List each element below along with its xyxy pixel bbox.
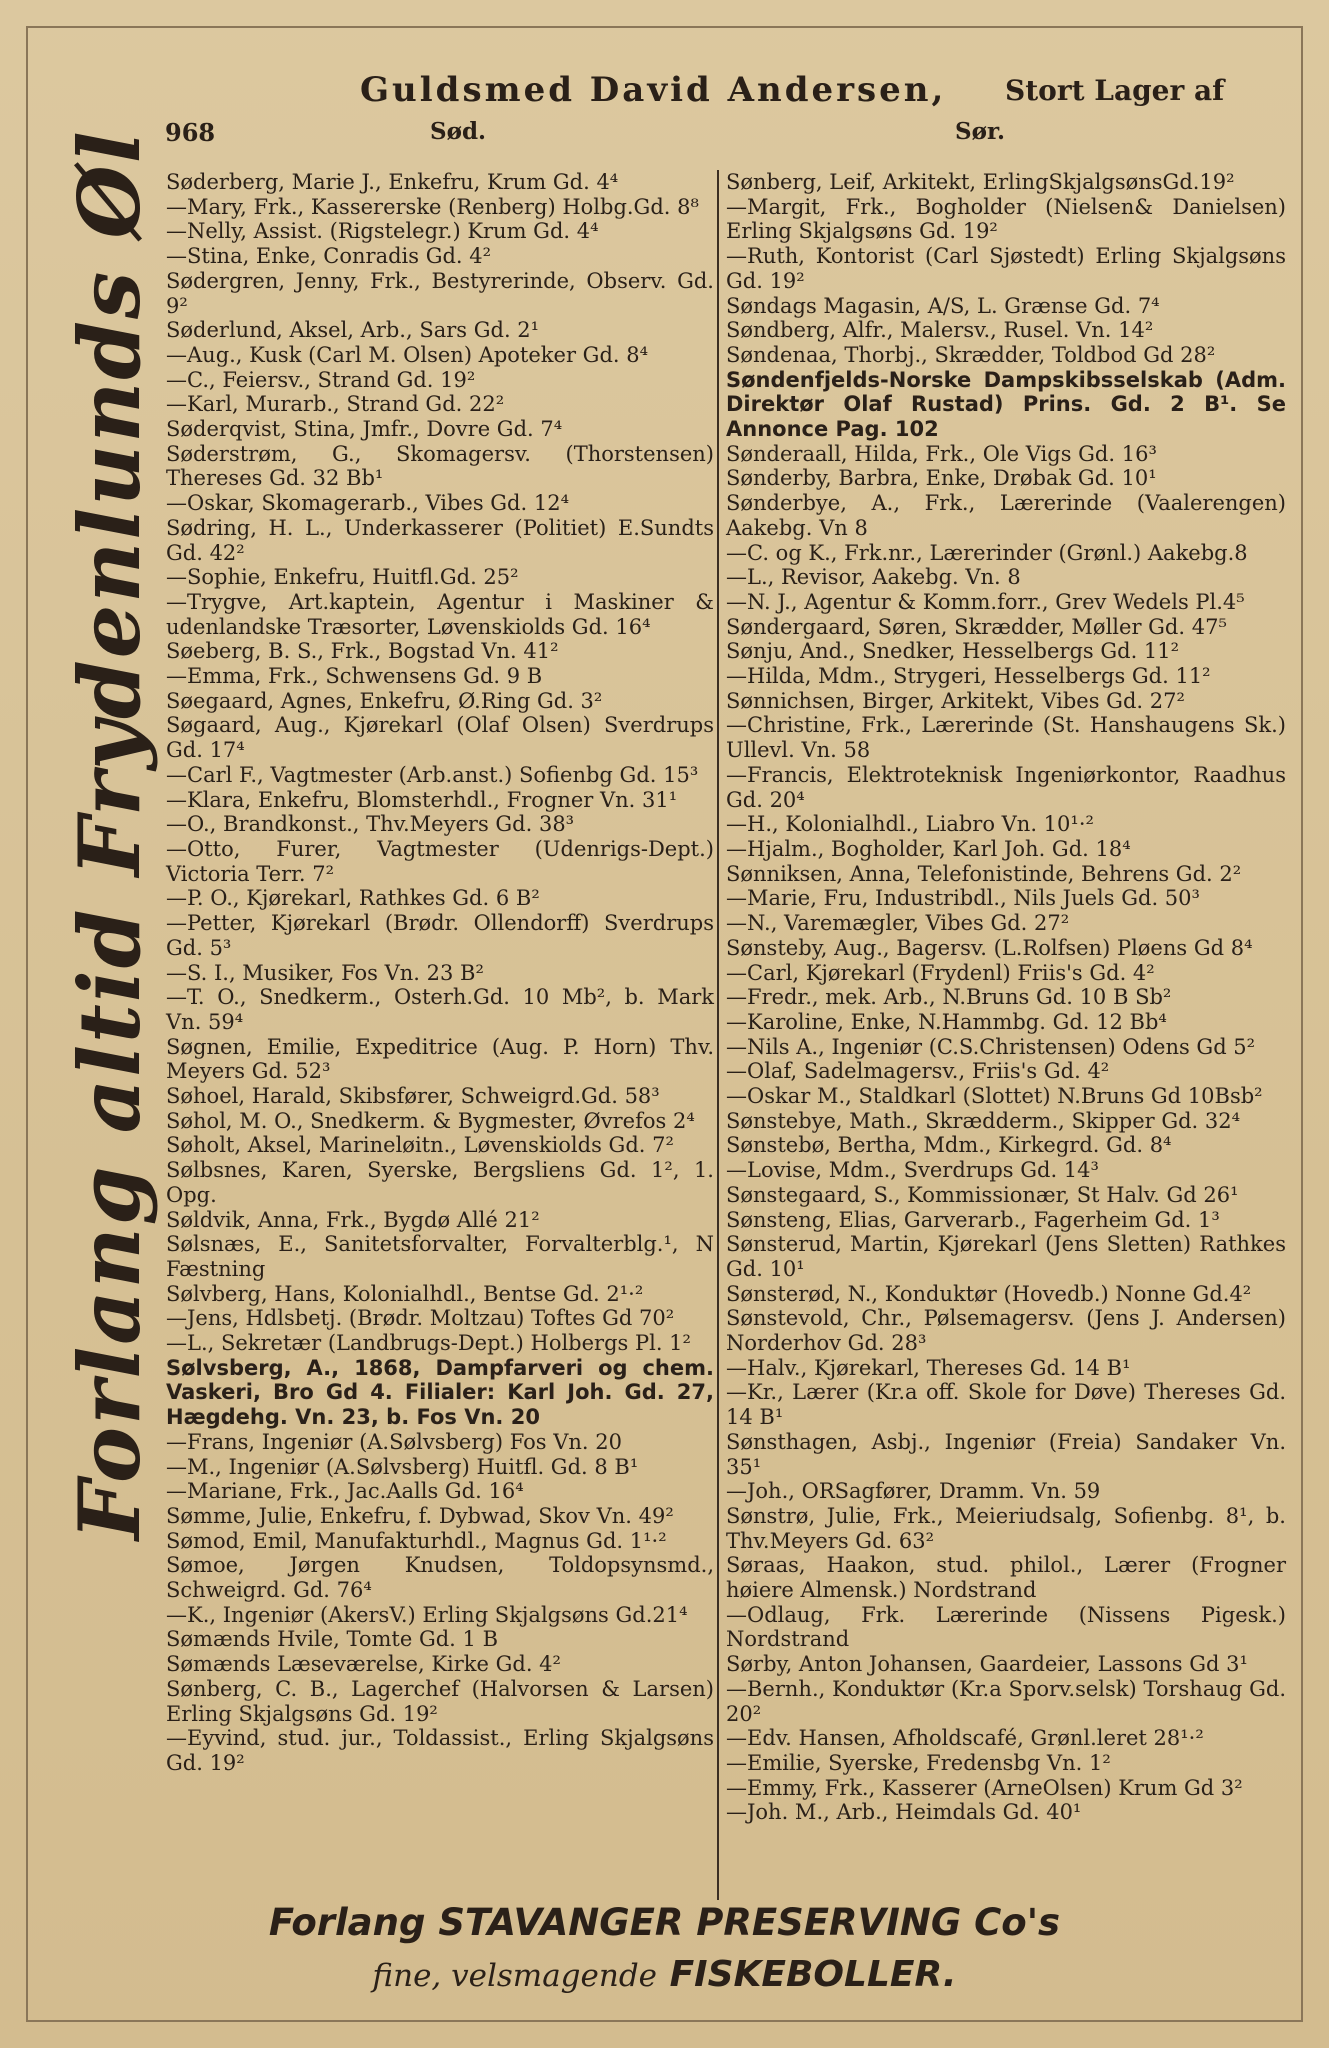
directory-entry: Søholt, Aksel, Marineløitn., Løvenskiolds Gd. 7² [166,1133,674,1158]
bottom-ad-line2-small: fine, velsmagende [372,1958,658,1994]
directory-entry: Sølsnæs, E., Sanitetsforvalter, Forvalterblg.¹, N Fæstning [166,1232,714,1281]
directory-entry: Søderstrøm, G., Skomagersv. (Thorstensen) Thereses Gd. 32 Bb¹ [166,441,714,491]
directory-entry: Søldvik, Anna, Frk., Bygdø Allé 21² [166,1207,540,1232]
directory-entry: Søndergaard, Søren, Skrædder, Møller Gd. 47⁵ [726,614,1227,639]
directory-entry: Søgnen, Emilie, Expeditrice (Aug. P. Horn) Thv. Meyers Gd. 52³ [166,1034,714,1084]
directory-entry: Sømænds Læseværelse, Kirke Gd. 4² [166,1652,561,1677]
directory-entry: Sønsterud, Martin, Kjørekarl (Jens Sletten) Rathkes Gd. 10¹ [726,1232,1286,1281]
directory-entry: Sønsteby, Aug., Bagersv. (L.Rolfsen) Pløens Gd 8⁴ [726,935,1253,960]
directory-entry: Sønsterød, N., Konduktør (Hovedb.) Nonne Gd.4² [726,1281,1252,1306]
directory-entry: —Petter, Kjørekarl (Brødr. Ollendorff) Sverdrups Gd. 5³ [166,911,714,960]
directory-entry: —Trygve, Art.kaptein, Agentur i Maskiner & udenlandske Træsorter, Løvenskiolds Gd. 16⁴ [166,589,714,639]
directory-entry: —Eyvind, stud. jur., Toldassist., Erling Skjalgsøns Gd. 19² [166,1726,714,1775]
directory-entry: —Mary, Frk., Kassererske (Renberg) Holbg.Gd. 8⁸ [166,194,699,219]
directory-entry: Søderberg, Marie J., Enkefru, Krum Gd. 4⁴ [166,170,619,194]
directory-entry: Sønberg, Leif, Arkitekt, ErlingSkjalgsønsGd.19² [726,170,1235,194]
directory-entry: —Carl, Kjørekarl (Frydenl) Friis's Gd. 4² [726,960,1155,985]
page-number: 968 [165,118,216,147]
directory-entry: —N. J., Agentur & Komm.forr., Grev Wedels Pl.4⁵ [726,589,1245,614]
directory-entry: —Oskar, Skomagerarb., Vibes Gd. 12⁴ [166,491,569,516]
directory-entry: —Nelly, Assist. (Rigstelegr.) Krum Gd. 4⁴ [166,219,599,244]
directory-entry: Søhoel, Harald, Skibsfører, Schweigrd.Gd. 58³ [166,1084,660,1109]
directory-entry: —Christine, Frk., Lærerinde (St. Hanshaugens Sk.) Ullevl. Vn. 58 [726,713,1286,763]
directory-entry: —S. I., Musiker, Fos Vn. 23 B² [166,960,484,985]
directory-entry: Søderqvist, Stina, Jmfr., Dovre Gd. 7⁴ [166,417,563,442]
directory-entry: Søndags Magasin, A/S, L. Grænse Gd. 7⁴ [726,293,1160,318]
directory-entry: Sølbsnes, Karen, Syerske, Bergsliens Gd. 1², 1. Opg. [166,1158,714,1207]
page-header [165,70,1265,180]
directory-entry: —Odlaug, Frk. Lærerinde (Nissens Pigesk.) Nordstrand [726,1602,1286,1652]
directory-entry: Sønniksen, Anna, Telefonistinde, Behrens Gd. 2² [726,861,1242,886]
directory-entry: —Francis, Elektroteknisk Ingeniørkontor, Raadhus Gd. 20⁴ [726,762,1286,812]
directory-entry: Sødring, H. L., Underkasserer (Politiet) E.Sundts Gd. 42² [166,515,714,565]
directory-entry: Søderlund, Aksel, Arb., Sars Gd. 2¹ [166,318,540,343]
directory-entry: Søgaard, Aug., Kjørekarl (Olaf Olsen) Sverdrups Gd. 17⁴ [166,713,714,763]
directory-entry: Sønstebø, Bertha, Mdm., Kirkegrd. Gd. 8⁴ [726,1133,1172,1158]
directory-entry: —Kr., Lærer (Kr.a off. Skole for Døve) Thereses Gd. 14 B¹ [726,1380,1286,1430]
directory-entry: —Nils A., Ingeniør (C.S.Christensen) Odens Gd 5² [726,1034,1256,1059]
directory-entry: Sønstevold, Chr., Pølsemagersv. (Jens J. Andersen) Norderhov Gd. 28³ [726,1306,1286,1356]
directory-entry: —Bernh., Konduktør (Kr.a Sporv.selsk) Torshaug Gd. 20² [726,1676,1286,1726]
directory-entry: Sømænds Hvile, Tomte Gd. 1 B [166,1627,499,1652]
directory-entry: Sømod, Emil, Manufakturhdl., Magnus Gd. 1¹·² [166,1528,667,1553]
directory-entry: —Carl F., Vagtmester (Arb.anst.) Sofienbg Gd. 15³ [166,762,699,787]
directory-entry: —L., Revisor, Aakebg. Vn. 8 [726,565,1021,590]
directory-entry: Sønsthagen, Asbj., Ingeniør (Freia) Sandaker Vn. 35¹ [726,1429,1286,1479]
directory-entry: Søhol, M. O., Snedkerm. & Bygmester, Øvrefos 2⁴ [166,1108,695,1133]
bottom-ad-line2 [0,1948,1329,2003]
directory-entry: —Halv., Kjørekarl, Thereses Gd. 14 B¹ [726,1355,1131,1380]
directory-entry: —Olaf, Sadelmagersv., Friis's Gd. 4² [726,1059,1110,1084]
directory-entry: Sømoe, Jørgen Knudsen, Toldopsynsmd., Schweigrd. Gd. 76⁴ [166,1553,714,1603]
directory-entry: —Margit, Frk., Bogholder (Nielsen& Danielsen) Erling Skjalgsøns Gd. 19² [726,194,1286,244]
directory-entry: —Joh., ORSagfører, Dramm. Vn. 59 [726,1479,1101,1504]
directory-entry: Søegaard, Agnes, Enkefru, Ø.Ring Gd. 3² [166,688,603,713]
directory-entry: Søeberg, B. S., Frk., Bogstad Vn. 41² [166,639,559,664]
directory-entry: —Fredr., mek. Arb., N.Bruns Gd. 10 B Sb² [726,985,1172,1010]
directory-entry: Sørby, Anton Johansen, Gaardeier, Lassons Gd 3¹ [726,1652,1248,1677]
guide-word-left: Sød. [430,118,487,145]
directory-entry: —K., Ingeniør (AkersV.) Erling Skjalgsøns Gd.21⁴ [166,1602,688,1627]
directory-entry: —Otto, Furer, Vagtmester (Udenrigs-Dept.) Victoria Terr. 7² [166,836,714,886]
directory-entry: Sønsteng, Elias, Garverarb., Fagerheim Gd. 1³ [726,1207,1220,1232]
directory-entry: —Sophie, Enkefru, Huitfl.Gd. 25² [166,565,519,590]
directory-entry: —H., Kolonialhdl., Liabro Vn. 10¹·² [726,812,1094,837]
directory-entry: —Hjalm., Bogholder, Karl Joh. Gd. 18⁴ [726,836,1131,861]
directory-entry: —Karoline, Enke, N.Hammbg. Gd. 12 Bb⁴ [726,1009,1167,1034]
directory-entry: —L., Sekretær (Landbrugs-Dept.) Holbergs Pl. 1² [166,1331,691,1356]
directory-entry: —Joh. M., Arb., Heimdals Gd. 40¹ [726,1800,1082,1825]
directory-entry: Sødergren, Jenny, Frk., Bestyrerinde, Observ. Gd. 9² [166,268,714,318]
directory-entry: —Klara, Enkefru, Blomsterhdl., Frogner Vn. 31¹ [166,787,678,812]
directory-entry: —Frans, Ingeniør (A.Sølvsberg) Fos Vn. 20 [166,1429,622,1454]
directory-entry: —Jens, Hdlsbetj. (Brødr. Moltzau) Toftes Gd 70² [166,1306,675,1331]
right-column [726,170,1286,1825]
directory-entry: —Oskar M., Staldkarl (Slottet) N.Bruns Gd 10Bsb² [726,1084,1263,1109]
directory-entry: Sønderbye, A., Frk., Lærerinde (Vaalerengen) Aakebg. Vn 8 [726,491,1286,540]
header-title: Guldsmed David Andersen, [360,70,947,110]
directory-entry: Søraas, Haakon, stud. philol., Lærer (Frogner høiere Almensk.) Nordstrand [726,1553,1286,1603]
directory-entry: —Edv. Hansen, Afholdscafé, Grønl.leret 28¹·² [726,1726,1204,1751]
side-advertisement: Forlang altid Frydenlunds Øl [60,129,159,1540]
column-divider [717,170,719,1900]
directory-entry: Sønberg, C. B., Lagerchef (Halvorsen & Larsen) Erling Skjalgsøns Gd. 19² [166,1676,714,1726]
directory-entry: —T. O., Snedkerm., Osterh.Gd. 10 Mb², b. Mark Vn. 59⁴ [166,985,714,1034]
directory-entry: —O., Brandkonst., Thv.Meyers Gd. 38³ [166,812,575,837]
directory-entry: —Ruth, Kontorist (Carl Sjøstedt) Erling Skjalgsøns Gd. 19² [726,244,1286,293]
directory-entry: —M., Ingeniør (A.Sølvsberg) Huitfl. Gd. 8 B¹ [166,1454,639,1479]
directory-entry: —Aug., Kusk (Carl M. Olsen) Apoteker Gd. 8⁴ [166,342,649,367]
directory-entry: Sønderaall, Hilda, Frk., Ole Vigs Gd. 16³ [726,441,1157,466]
directory-entry: Sølvberg, Hans, Kolonialhdl., Bentse Gd. 2¹·² [166,1281,644,1306]
directory-entry: Sønstrø, Julie, Frk., Meieriudsalg, Sofienbg. 8¹, b. Thv.Meyers Gd. 63² [726,1503,1286,1553]
directory-entry: Sønderby, Barbra, Enke, Drøbak Gd. 10¹ [726,466,1157,491]
directory-entry: —Hilda, Mdm., Strygeri, Hesselbergs Gd. 11² [726,664,1211,689]
header-title-right: Stort Lager af [1005,74,1225,107]
bottom-ad-line1: Forlang STAVANGER PRESERVING Co's [268,1901,1061,1944]
directory-entry: —Karl, Murarb., Strand Gd. 22² [166,392,505,417]
directory-entry: —Emilie, Syerske, Fredensbg Vn. 1² [726,1751,1111,1775]
directory-entry: —Emmy, Frk., Kasserer (ArneOlsen) Krum Gd 3² [726,1775,1243,1800]
guide-word-right: Sør. [955,118,1005,145]
directory-entry: Sønnichsen, Birger, Arkitekt, Vibes Gd. 27² [726,688,1185,713]
directory-entry: Søndenaa, Thorbj., Skrædder, Toldbod Gd 28² [726,342,1216,367]
left-column [166,170,714,1776]
directory-entry: Sønju, And., Snedker, Hesselbergs Gd. 11² [726,639,1180,664]
directory-entry: —N., Varemægler, Vibes Gd. 27² [726,911,1070,936]
directory-entry: —Mariane, Frk., Jac.Aalls Gd. 16⁴ [166,1479,524,1504]
directory-entry: —Marie, Fru, Industribdl., Nils Juels Gd. 50³ [726,886,1200,911]
directory-entry: Sømme, Julie, Enkefru, f. Dybwad, Skov Vn. 49² [166,1503,674,1528]
directory-entry: Søndenfjelds-Norske Dampskibsselskab (Adm. Direktør Olaf Rustad) Prins. Gd. 2 B¹. Se Annonce Pag. 102 [726,367,1286,442]
directory-entry: —C. og K., Frk.nr., Lærerinder (Grønl.) Aakebg.8 [726,540,1248,565]
directory-entry: —Stina, Enke, Conradis Gd. 4² [166,244,492,269]
bottom-ad-line2-big: FISKEBOLLER. [669,1954,957,1995]
directory-entry: —Lovise, Mdm., Sverdrups Gd. 14³ [726,1158,1099,1183]
directory-entry: —C., Feiersv., Strand Gd. 19² [166,367,476,392]
directory-entry: —P. O., Kjørekarl, Rathkes Gd. 6 B² [166,886,540,911]
directory-entry: Sønstegaard, S., Kommissionær, St Halv. Gd 26¹ [726,1182,1239,1207]
directory-entry: Sønstebye, Math., Skrædderm., Skipper Gd. 32⁴ [726,1108,1241,1133]
directory-entry: —Emma, Frk., Schwensens Gd. 9 B [166,664,543,689]
bottom-advertisement [0,1898,1329,2008]
directory-entry: Sølvsberg, A., 1868, Dampfarveri og chem. Vaskeri, Bro Gd 4. Filialer: Karl Joh. Gd. 27, Hægdehg. Vn. 23, b. Fos Vn. 20 [166,1355,714,1430]
directory-entry: Søndberg, Alfr., Malersv., Rusel. Vn. 14² [726,318,1154,343]
